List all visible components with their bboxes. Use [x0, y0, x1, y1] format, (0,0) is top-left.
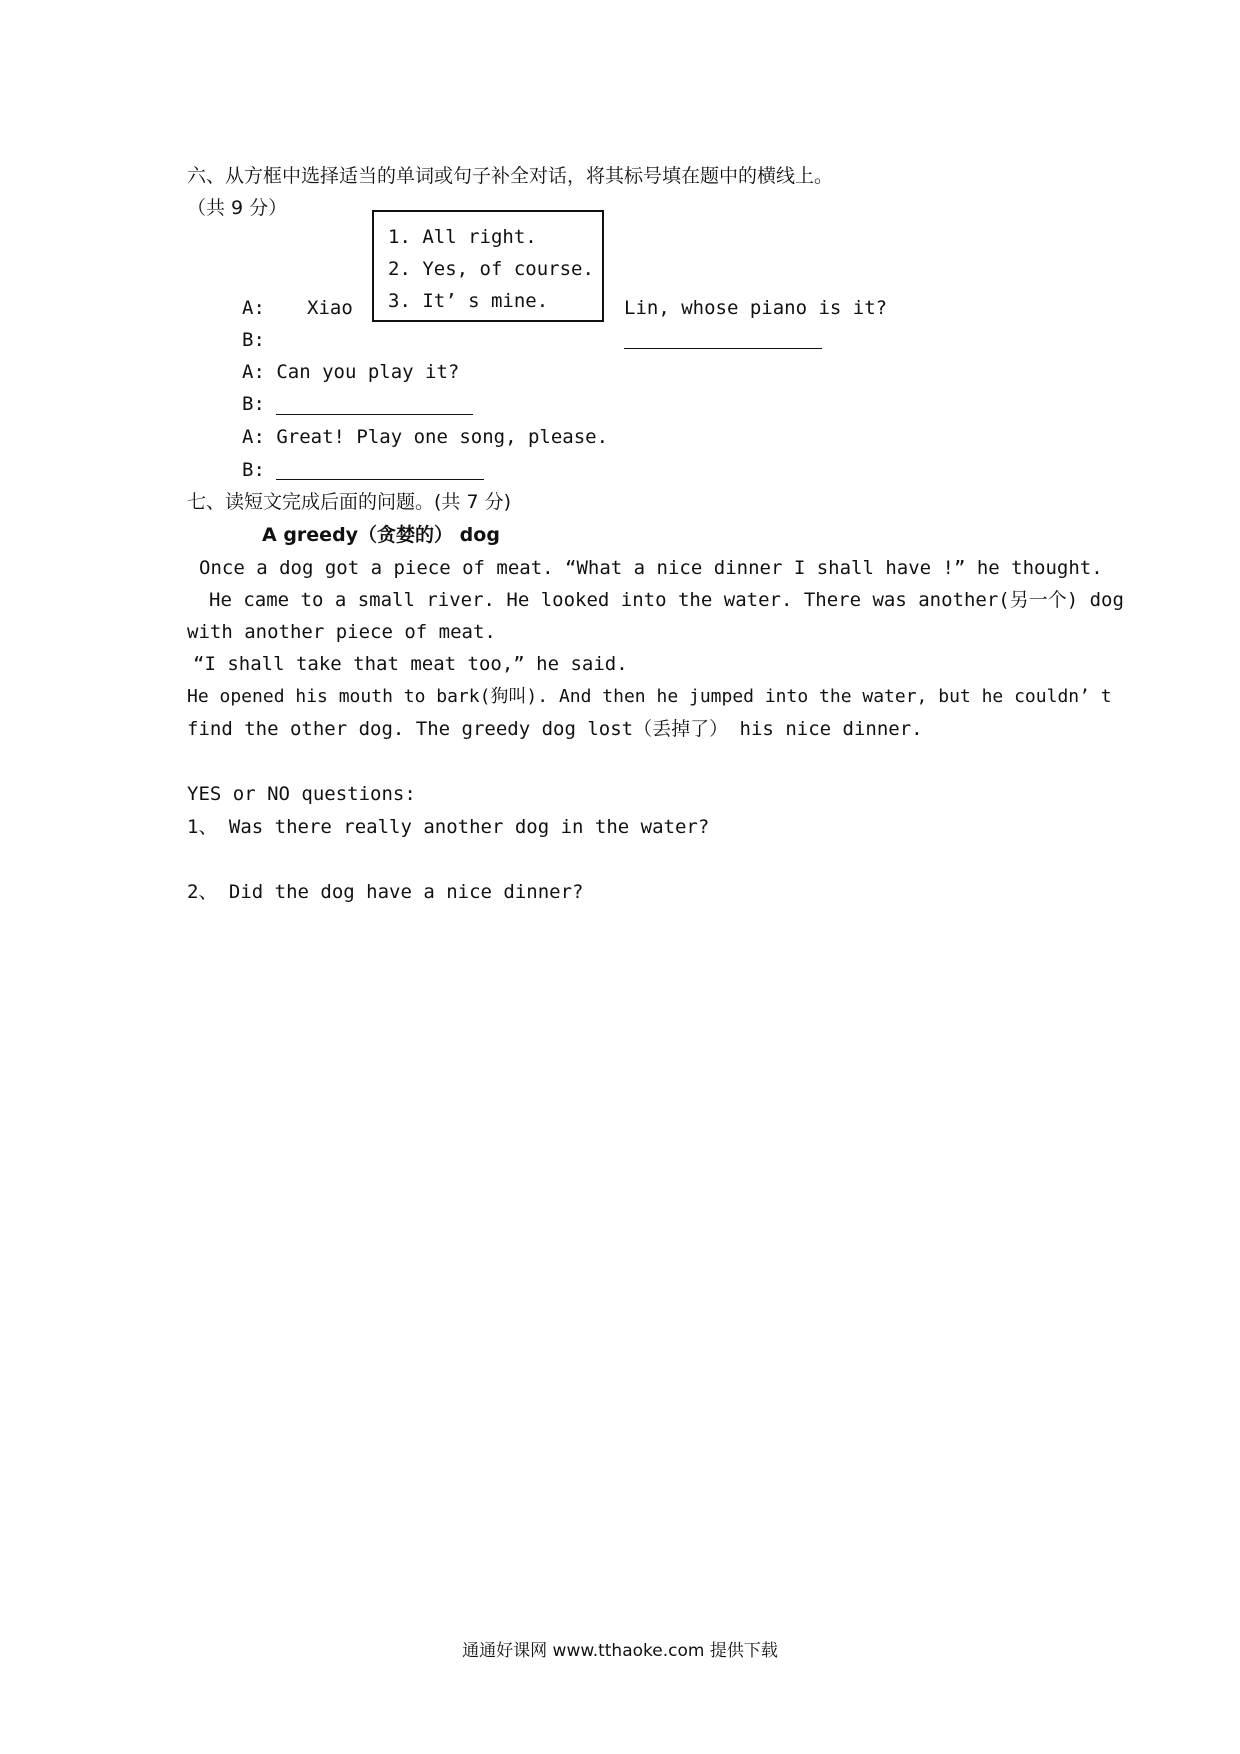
- question-1: 1、 Was there really another dog in the water?: [187, 816, 710, 838]
- section-six-heading: 六、从方框中选择适当的单词或句子补全对话，将其标号填在题中的横线上。: [187, 165, 834, 187]
- options-box: [372, 210, 604, 322]
- question-2: 2、 Did the dog have a nice dinner?: [187, 881, 584, 903]
- answer-blank-2[interactable]: [276, 414, 473, 415]
- dialogue-a1-speaker: A:: [242, 297, 265, 319]
- option-3: 3. It’ s mine.: [388, 290, 549, 312]
- dialogue-a2: A: Can you play it?: [242, 361, 460, 383]
- story-title: A greedy（贪婪的） dog: [262, 524, 500, 546]
- paragraph-line-4: “I shall take that meat too,” he said.: [193, 653, 628, 675]
- dialogue-b3-speaker: B:: [242, 459, 265, 481]
- paragraph-line-3: with another piece of meat.: [187, 621, 496, 643]
- paragraph-line-5: He opened his mouth to bark(狗叫). And then he jumped into the water, but he couldn’ t: [187, 686, 1112, 707]
- questions-heading: YES or NO questions:: [187, 783, 416, 805]
- page-footer: 通通好课网 www.tthaoke.com 提供下载: [462, 1641, 778, 1661]
- section-seven-heading: 七、读短文完成后面的问题。(共 7 分): [187, 491, 511, 513]
- dialogue-b1-speaker: B:: [242, 329, 265, 351]
- option-2: 2. Yes, of course.: [388, 258, 594, 280]
- answer-blank-3[interactable]: [276, 479, 484, 480]
- dialogue-a1-pre: Xiao: [307, 297, 353, 319]
- dialogue-b2-speaker: B:: [242, 393, 265, 415]
- answer-blank-1[interactable]: [624, 348, 822, 349]
- paragraph-line-2: He came to a small river. He looked into the water. There was another(另一个) dog: [209, 589, 1124, 611]
- paragraph-line-6: find the other dog. The greedy dog lost（丢掉了） his nice dinner.: [187, 718, 923, 740]
- paragraph-line-1: Once a dog got a piece of meat. “What a nice dinner I shall have !” he thought.: [199, 557, 1103, 579]
- dialogue-a1-post: Lin, whose piano is it?: [624, 297, 888, 319]
- section-six-score: （共 9 分）: [187, 197, 288, 219]
- dialogue-a3: A: Great! Play one song, please.: [242, 426, 609, 448]
- option-1: 1. All right.: [388, 226, 537, 248]
